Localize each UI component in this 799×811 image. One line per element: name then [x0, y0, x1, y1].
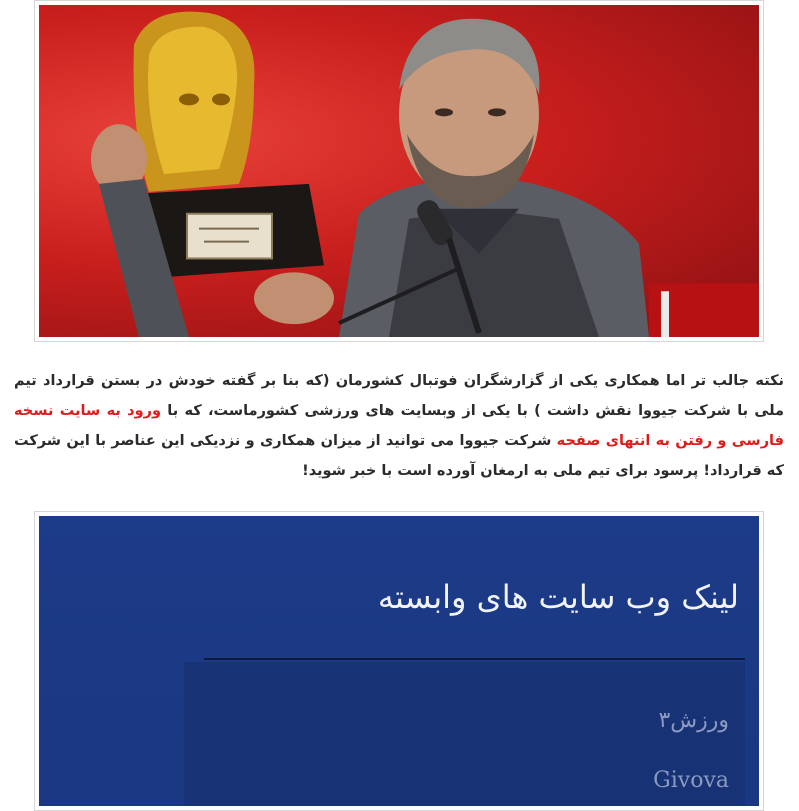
article-photo — [39, 5, 759, 337]
link-item-givova[interactable]: Givova — [653, 768, 729, 793]
affiliated-sites-panel — [39, 516, 759, 806]
panel-title: لینک وب سایت های وابسته — [377, 578, 739, 616]
article-photo-frame — [34, 0, 764, 342]
photo-illustration — [39, 5, 759, 337]
article-text-part2: شرکت جیووا می توانید از میزان همکاری و نزدیکی این عناصر با این شرکت که قرارداد! پرسود برای تیم ملی به ارمغان آورده است با خبر شوید! — [14, 433, 784, 479]
article-paragraph — [14, 366, 784, 486]
affiliated-links-box — [184, 662, 745, 806]
panel-divider — [204, 658, 745, 660]
givova-persian-site-link[interactable]: ورود به سایت نسخه فارسی و رفتن به انتهای صفحه — [14, 403, 784, 449]
affiliated-sites-image-frame — [34, 511, 764, 811]
link-item-varzesh3[interactable]: ورزش۳ — [658, 708, 729, 733]
article-text-part1: نکته جالب تر اما همکاری یکی از گزارشگران فوتبال کشورمان (که بنا بر گفته خودش در بستن قرارداد تیم ملی با شرکت جیووا نقش داشت ) با یکی از وبسایت های ورزشی کشورماست، که با — [14, 373, 785, 419]
